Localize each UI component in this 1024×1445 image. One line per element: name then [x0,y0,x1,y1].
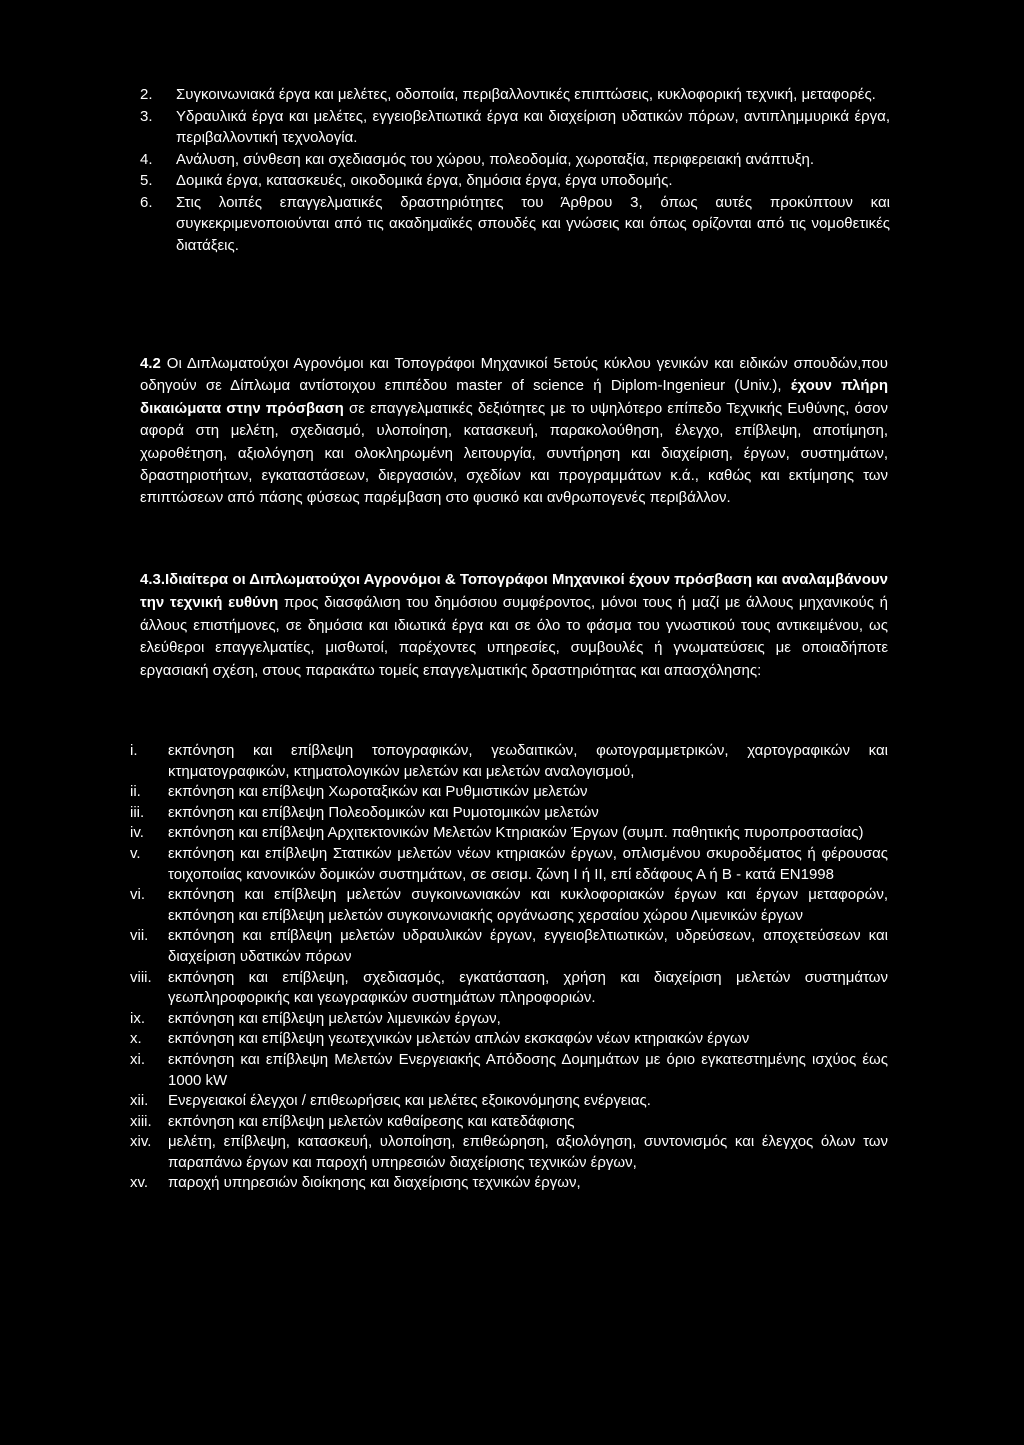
list-item [130,823,888,844]
list-item-text: εκπόνηση και επίβλεψη γεωτεχνικών μελετών απλών εκσκαφών νέων κτηριακών έργων [168,1030,750,1048]
list-item [140,192,890,257]
list-item-marker: i. [130,742,138,759]
list-item-text: Υδραυλικά έργα και μελέτες, εγγειοβελτιωτικά έργα και διαχείριση υδατικών πόρων, αντιπλημμυρικά έργα, περιβαλλοντική τεχνολογία. [176,107,890,146]
list-item-marker: x. [130,1030,142,1048]
paragraph-number: 4.2 [140,355,161,372]
list-item-marker: 6. [140,193,153,211]
list-item-marker: vii. [130,927,149,945]
list-item [130,1132,888,1173]
list-item [140,84,890,106]
list-item [130,741,888,782]
list-item-text: εκπόνηση και επίβλεψη Χωροταξικών και Ρυθμιστικών μελετών [168,783,588,801]
paragraph-bold-phrase: έχουν πλήρη δικαιώματα στην πρόσβαση [140,377,888,417]
list-item [130,1029,888,1050]
list-item-text: εκπόνηση και επίβλεψη Πολεοδομικών και Ρυμοτομικών μελετών [168,803,599,821]
list-item [130,782,888,803]
list-item [130,803,888,824]
paragraph-4-2 [140,353,888,510]
list-item-text: εκπόνηση και επίβλεψη Μελετών Ενεργειακής Απόδοσης Δομημάτων με όριο εγκατεστημένης ισχύος έως 1000 kW [168,1050,888,1089]
list-item-marker: 4. [140,150,153,168]
list-item [140,170,890,192]
list-item-text: εκπόνηση και επίβλεψη Αρχιτεκτονικών Μελετών Κτηριακών Έργων (συμπ. παθητικής πυροπροστασίας) [168,824,864,842]
list-item-marker: v. [130,844,141,862]
list-item-marker: 2. [140,86,153,103]
list-item-marker: 3. [140,107,153,125]
list-item-text: εκπόνηση και επίβλεψη Στατικών μελετών νέων κτηριακών έργων, οπλισμένου σκυροδέματος ή φέρουσας τοιχοποιίας κανονικών δομικών συστημάτων, σε σεισμ. ζώνη I ή II, επί εδάφους Α ή Β - κατά ΕΝ1998 [168,844,888,883]
list-item [130,1173,888,1194]
list-item [130,926,888,967]
list-item [140,106,890,149]
list-item-marker: xii. [130,1092,149,1110]
list-item-marker: ix. [130,1009,145,1027]
list-item-marker: iii. [130,803,145,821]
list-item-text: παροχή υπηρεσιών διοίκησης και διαχείρισης τεχνικών έργων, [168,1174,581,1192]
paragraph-text: προς διασφάλιση του δημόσιου συμφέροντος, μόνοι τους ή μαζί με άλλους μηχανικούς ή άλλους επιστήμονες, σε δημόσια και ιδιωτικά έργα και σε όλο το φάσμα του γνωστικού τους αντικειμένου, ως ελεύθεροι επαγγελματίες, μισθωτοί, παρέχοντες υπηρεσίες, συμβουλές ή γνωματεύσεις με οποιαδήποτε εργασιακή σχέση, στους παρακάτω τομείς επαγγελματικής δραστηριότητας και απασχόλησης: [140,593,888,680]
list-item [130,844,888,885]
list-item-marker: ii. [130,783,141,801]
list-item-text: Δομικά έργα, κατασκευές, οικοδομικά έργα, δημόσια έργα, έργα υποδομής. [176,172,673,189]
list-item-text: εκπόνηση και επίβλεψη μελετών υδραυλικών έργων, εγγειοβελτιωτικών, υδρεύσεων, αποχετεύσεων και διαχείριση υδατικών πόρων [168,927,888,965]
list-item [130,1009,888,1030]
list-item-marker: xv. [130,1174,149,1192]
list-item-marker: xiv. [130,1133,152,1151]
list-item-marker: viii. [130,968,152,986]
list-item [130,968,888,1009]
list-item-text: Ανάλυση, σύνθεση και σχεδιασμός του χώρου, πολεοδομία, χωροταξία, περιφερειακή ανάπτυξη. [176,150,815,168]
roman-numeral-list [130,741,888,1194]
paragraph-4-3 [140,569,888,683]
list-item [130,1112,888,1133]
list-item-marker: xiii. [130,1112,152,1130]
list-item [130,1091,888,1112]
list-item-marker: 5. [140,172,153,189]
list-item-text: Συγκοινωνιακά έργα και μελέτες, οδοποιία, περιβαλλοντικές επιπτώσεις, κυκλοφορική τεχνική, μεταφορές. [176,86,876,103]
numbered-list [140,84,890,256]
list-item-marker: vi. [130,886,145,904]
list-item-text: μελέτη, επίβλεψη, κατασκευή, υλοποίηση, επιθεώρηση, αξιολόγηση, συντονισμός και έλεγχος όλων των παραπάνω έργων και παροχή υπηρεσιών διαχείρισης τεχνικών έργων, [168,1133,888,1171]
list-item-text: εκπόνηση και επίβλεψη, σχεδιασμός, εγκατάσταση, χρήση και διαχείριση μελετών συστημάτων γεωπληροφορικής και γεωγραφικών συστημάτων πληροφοριών. [168,968,888,1007]
list-item [140,149,890,171]
list-item-text: εκπόνηση και επίβλεψη μελετών συγκοινωνιακών και κυκλοφοριακών έργων και έργων μεταφορών, εκπόνηση και επίβλεψη μελετών συγκοινωνιακής οργάνωσης χερσαίου χώρου Λιμενικών έργων [168,886,888,924]
list-item-text: εκπόνηση και επίβλεψη μελετών λιμενικών έργων, [168,1009,501,1027]
paragraph-text-end: σε επαγγελματικές δεξιότητες με το υψηλότερο επίπεδο Τεχνικής Ευθύνης, όσον αφορά στη μελέτη, σχεδιασμό, υλοποίηση, κατασκευή, παρακολούθηση, έλεγχο, επίβλεψη, αποτίμηση, χωροθέτηση, αξιολόγηση και ολοκληρωμένη λειτουργία, συντήρηση και διαχείριση, έργων, συστημάτων, δραστηριοτήτων, εγκαταστάσεων, διεργασιών, σχεδίων και προγραμμάτων κ.ά., καθώς και εκτίμησης των επιπτώσεων από πάσης φύσεως παρέμβαση στο φυσικό και ανθρωπογενές περιβάλλον. [140,399,889,507]
list-item-marker: iv. [130,824,144,842]
list-item-text: εκπόνηση και επίβλεψη μελετών καθαίρεσης και κατεδάφισης [168,1112,575,1130]
list-item-text: Στις λοιπές επαγγελματικές δραστηριότητες του Άρθρου 3, όπως αυτές προκύπτουν και συγκεκριμενοποιούνται από τις ακαδημαϊκές σπουδές και γνώσεις και όπως ορίζονται από τις νομοθετικές διατάξεις. [176,193,890,254]
list-item-text: Ενεργειακοί έλεγχοι / επιθεωρήσεις και μελέτες εξοικονόμησης ενέργειας. [168,1092,651,1110]
list-item-marker: xi. [130,1050,145,1068]
list-item [130,1050,888,1091]
list-item-text: εκπόνηση και επίβλεψη τοπογραφικών, γεωδαιτικών, φωτογραμμετρικών, χαρτογραφικών και κτηματογραφικών, κτηματολογικών μελετών και μελετών αναλογισμού, [168,742,888,780]
paragraph-bold-lead: 4.3.Ιδιαίτερα οι Διπλωματούχοι Αγρονόμοι & Τοπογράφοι Μηχανικοί έχουν πρόσβαση και αναλαμβάνουν την τεχνική ευθύνη [140,571,888,611]
paragraph-text-start: Οι Διπλωματούχοι Αγρονόμοι και Τοπογράφοι Μηχανικοί 5ετούς κύκλου γενικών και ειδικών σπουδών,που οδηγούν σε Δίπλωμα αντίστοιχου επιπέδου master of science ή Diplom-Ingenieur (Univ.), [140,355,888,395]
list-item [130,885,888,926]
